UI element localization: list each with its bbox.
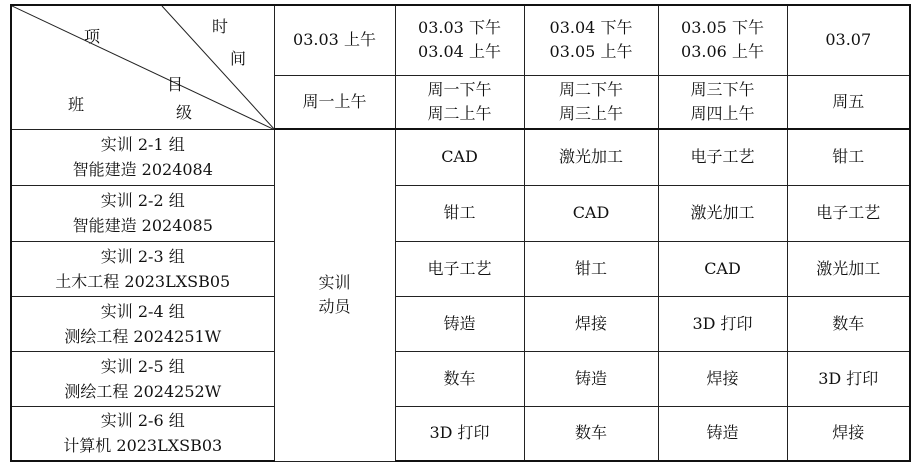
corner-label-jian: 间: [230, 49, 247, 68]
schedule-cell: 钳工: [524, 241, 658, 296]
table-row: [11, 241, 910, 296]
table-row: [11, 296, 910, 351]
schedule-table: [10, 4, 911, 462]
class-cell: 实训 2-6 组 计算机 2023LXSB03: [11, 406, 274, 461]
weekday-header-cell: 周一下午 周二上午: [395, 75, 524, 129]
mobilization-cell: 实训 动员: [274, 129, 395, 461]
schedule-cell: 钳工: [395, 185, 524, 241]
weekday-header-cell: 周三下午 周四上午: [658, 75, 787, 129]
weekday-header-cell: 周二下午 周三上午: [524, 75, 658, 129]
schedule-cell: CAD: [395, 129, 524, 185]
schedule-cell: 电子工艺: [395, 241, 524, 296]
schedule-cell: 电子工艺: [787, 185, 910, 241]
corner-label-ban: 班: [68, 95, 85, 114]
schedule-cell: 铸造: [658, 406, 787, 461]
schedule-cell: 激光加工: [524, 129, 658, 185]
class-cell: 实训 2-1 组 智能建造 2024084: [11, 129, 274, 185]
schedule-cell: 数车: [787, 296, 910, 351]
corner-label-ji: 级: [176, 103, 193, 122]
schedule-cell: 钳工: [787, 129, 910, 185]
schedule-cell: 铸造: [524, 351, 658, 406]
class-cell: 实训 2-4 组 测绘工程 2024251W: [11, 296, 274, 351]
corner-label-shi: 时: [212, 17, 229, 36]
date-header-cell: 03.05 下午 03.06 上午: [658, 5, 787, 75]
table-row: [11, 406, 910, 461]
schedule-cell: 3D 打印: [395, 406, 524, 461]
schedule-cell: 激光加工: [658, 185, 787, 241]
corner-label-mu: 目: [167, 75, 184, 94]
schedule-cell: 焊接: [524, 296, 658, 351]
corner-header-cell: [11, 5, 274, 129]
schedule-cell: CAD: [658, 241, 787, 296]
schedule-cell: CAD: [524, 185, 658, 241]
table-row: [11, 129, 910, 185]
schedule-cell: 数车: [524, 406, 658, 461]
table-row: [11, 351, 910, 406]
date-header-cell: 03.03 上午: [274, 5, 395, 75]
schedule-cell: 焊接: [787, 406, 910, 461]
schedule-cell: 数车: [395, 351, 524, 406]
class-cell: 实训 2-2 组 智能建造 2024085: [11, 185, 274, 241]
date-header-row: [11, 5, 910, 75]
class-cell: 实训 2-5 组 测绘工程 2024252W: [11, 351, 274, 406]
schedule-cell: 焊接: [658, 351, 787, 406]
date-header-cell: 03.03 下午 03.04 上午: [395, 5, 524, 75]
schedule-cell: 电子工艺: [658, 129, 787, 185]
weekday-header-cell: 周五: [787, 75, 910, 129]
schedule-cell: 铸造: [395, 296, 524, 351]
corner-label-xiang: 项: [84, 27, 101, 46]
date-header-cell: 03.04 下午 03.05 上午: [524, 5, 658, 75]
class-cell: 实训 2-3 组 土木工程 2023LXSB05: [11, 241, 274, 296]
date-header-cell: 03.07: [787, 5, 910, 75]
schedule-cell: 激光加工: [787, 241, 910, 296]
schedule-cell: 3D 打印: [658, 296, 787, 351]
table-row: [11, 185, 910, 241]
schedule-cell: 3D 打印: [787, 351, 910, 406]
weekday-header-cell: 周一上午: [274, 75, 395, 129]
